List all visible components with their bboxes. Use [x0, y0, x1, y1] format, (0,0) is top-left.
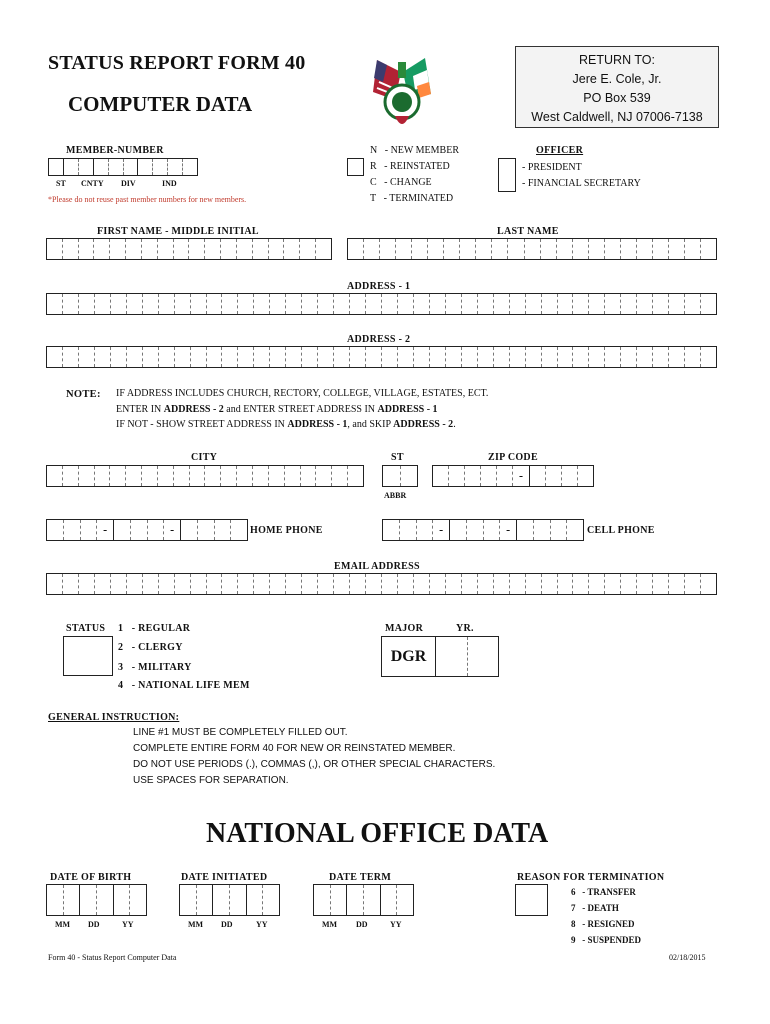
address1-input[interactable] — [46, 293, 717, 315]
note-line2: ENTER IN ADDRESS - 2 and ENTER STREET ADDRESS IN ADDRESS - 1 — [116, 403, 438, 415]
member-sub-div: DIV — [121, 179, 136, 188]
general-instruction-label: GENERAL INSTRUCTION: — [48, 712, 180, 723]
init-dd: DD — [221, 920, 233, 929]
general-instructions — [133, 725, 495, 789]
status-label: STATUS — [66, 623, 106, 634]
status-1: 1 - REGULAR — [118, 623, 191, 634]
reason-termination-label: REASON FOR TERMINATION — [517, 872, 665, 883]
form-title: STATUS REPORT FORM 40 — [48, 52, 306, 74]
zip-label: ZIP CODE — [488, 452, 538, 463]
reason-8: 8 - RESIGNED — [571, 919, 635, 929]
address1-label: ADDRESS - 1 — [347, 281, 411, 292]
state-abbr-label: ABBR — [384, 491, 407, 500]
return-to-name: Jere E. Cole, Jr. — [572, 72, 662, 86]
code-c: C - CHANGE — [370, 177, 432, 188]
instruction-1: LINE #1 MUST BE COMPLETELY FILLED OUT. — [133, 727, 348, 738]
reason-termination-input[interactable] — [515, 884, 548, 916]
major-degree-value: DGR — [382, 637, 436, 676]
term-dd: DD — [356, 920, 368, 929]
term-mm: MM — [322, 920, 338, 929]
date-term-input[interactable] — [313, 884, 414, 916]
init-yy: YY — [256, 920, 268, 929]
home-phone-dash1: - — [103, 522, 108, 537]
term-yy: YY — [390, 920, 402, 929]
officer-president: - PRESIDENT — [522, 162, 582, 173]
dob-dd: DD — [88, 920, 100, 929]
note-label: NOTE: — [66, 389, 101, 400]
return-to-pobox: PO Box 539 — [583, 91, 651, 105]
home-phone-input[interactable] — [46, 519, 248, 541]
dob-mm: MM — [55, 920, 71, 929]
code-t: T - TERMINATED — [370, 193, 454, 204]
instruction-2: COMPLETE ENTIRE FORM 40 FOR NEW OR REINSTATED MEMBER. — [133, 743, 456, 754]
state-input[interactable] — [382, 465, 418, 487]
national-office-title: NATIONAL OFFICE DATA — [206, 818, 549, 849]
cell-phone-dash2: - — [506, 522, 511, 537]
member-number-input[interactable] — [48, 158, 198, 176]
reason-6: 6 - TRANSFER — [571, 887, 636, 897]
dob-label: DATE OF BIRTH — [50, 872, 132, 883]
year-label: YR. — [456, 623, 474, 634]
instruction-3: DO NOT USE PERIODS (.), COMMAS (,), OR OTHER SPECIAL CHARACTERS. — [133, 759, 496, 770]
return-to-label: RETURN TO: — [579, 53, 655, 67]
footer-date: 02/18/2015 — [669, 953, 706, 962]
instruction-4: USE SPACES FOR SEPARATION. — [133, 775, 289, 786]
zip-input[interactable] — [432, 465, 594, 487]
footer-form-name: Form 40 - Status Report Computer Data — [48, 953, 177, 962]
status-input[interactable] — [63, 636, 113, 676]
status-3: 3 - MILITARY — [118, 662, 192, 673]
init-mm: MM — [188, 920, 204, 929]
member-sub-st: ST — [56, 179, 66, 188]
last-name-input[interactable] — [347, 238, 717, 260]
reason-9: 9 - SUSPENDED — [571, 935, 642, 945]
crest-emblem — [365, 52, 439, 134]
reason-7: 7 - DEATH — [571, 903, 619, 913]
date-initiated-input[interactable] — [179, 884, 280, 916]
cell-phone-dash1: - — [439, 522, 444, 537]
home-phone-dash2: - — [170, 522, 175, 537]
return-to-box — [515, 46, 719, 128]
date-term-label: DATE TERM — [329, 872, 392, 883]
zip-dash: - — [519, 468, 524, 483]
member-note: *Please do not reuse past member numbers for new members. — [48, 195, 247, 204]
note-line3: IF NOT - SHOW STREET ADDRESS IN ADDRESS - 1, and SKIP ADDRESS - 2. — [116, 419, 456, 430]
status-4: 4 - NATIONAL LIFE MEM — [118, 680, 250, 691]
cell-phone-input[interactable] — [382, 519, 584, 541]
officer-label: OFFICER — [536, 145, 584, 156]
note-line1: IF ADDRESS INCLUDES CHURCH, RECTORY, COLLEGE, VILLAGE, ESTATES, ECT. — [116, 388, 489, 399]
cell-phone-label: CELL PHONE — [587, 525, 655, 536]
first-name-label: FIRST NAME - MIDDLE INITIAL — [97, 226, 259, 237]
date-initiated-label: DATE INITIATED — [181, 872, 268, 883]
form-subtitle: COMPUTER DATA — [68, 92, 253, 116]
city-input[interactable] — [46, 465, 364, 487]
dob-input[interactable] — [46, 884, 147, 916]
status-code-box[interactable] — [347, 158, 364, 176]
code-n: N - NEW MEMBER — [370, 145, 459, 156]
major-label: MAJOR — [385, 623, 424, 634]
last-name-label: LAST NAME — [497, 226, 559, 237]
note-text — [116, 386, 488, 433]
dob-yy: YY — [122, 920, 134, 929]
member-number-label: MEMBER-NUMBER — [66, 145, 164, 156]
major-year-input[interactable] — [381, 636, 499, 677]
address2-input[interactable] — [46, 346, 717, 368]
code-list — [370, 144, 459, 205]
first-name-input[interactable] — [46, 238, 332, 260]
email-input[interactable] — [46, 573, 717, 595]
address2-label: ADDRESS - 2 — [347, 334, 411, 345]
officer-box[interactable] — [498, 158, 516, 192]
officer-financial-secretary: - FINANCIAL SECRETARY — [522, 178, 641, 189]
city-label: CITY — [191, 452, 218, 463]
state-label: ST — [391, 452, 404, 463]
code-r: R - REINSTATED — [370, 161, 450, 172]
return-to-city: West Caldwell, NJ 07006-7138 — [531, 110, 703, 124]
home-phone-label: HOME PHONE — [250, 525, 323, 536]
member-sub-ind: IND — [162, 179, 177, 188]
email-label: EMAIL ADDRESS — [334, 561, 420, 572]
member-sub-cnty: CNTY — [81, 179, 104, 188]
status-2: 2 - CLERGY — [118, 642, 183, 653]
